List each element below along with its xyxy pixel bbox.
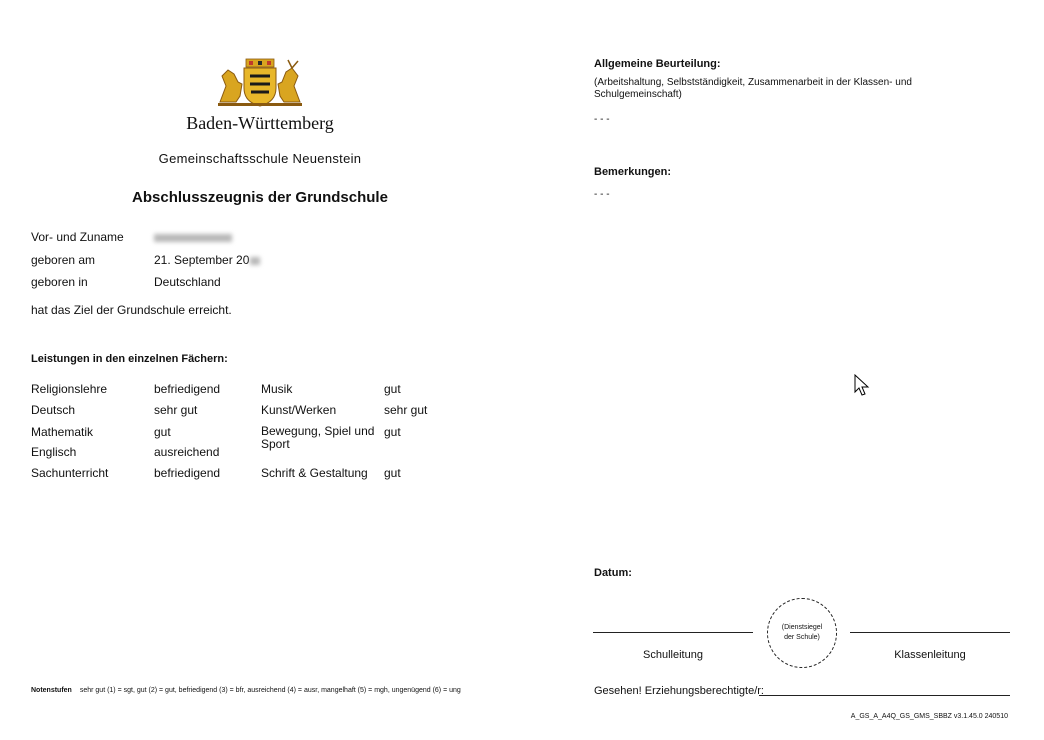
- guardian-signature-line: [759, 695, 1010, 696]
- grading-scale-text: sehr gut (1) = sgt, gut (2) = gut, befriedigend (3) = bfr, ausreichend (4) = ausr, mangelhaft (5) = mgh, ungenügend (6) = ung: [79, 687, 461, 694]
- subject-name: Englisch: [31, 445, 77, 459]
- subject-name: Musik: [261, 382, 293, 396]
- birthdate-label: geboren am: [31, 253, 96, 267]
- subject-grade: gut: [154, 425, 171, 439]
- subject-name: Schrift & Gestaltung: [261, 466, 368, 480]
- form-code: A_GS_A_A4Q_GS_GMS_SBBZ v3.1.45.0 240510: [850, 713, 1008, 720]
- name-label: Vor- und Zuname: [31, 230, 124, 244]
- principal-signature-line: [593, 632, 753, 633]
- class-teacher-signature-line: [850, 632, 1010, 633]
- birthplace-value: Deutschland: [154, 275, 221, 289]
- remarks-heading: Bemerkungen:: [594, 166, 672, 178]
- subject-grade: sehr gut: [154, 403, 198, 417]
- birthdate-value: 21. September 20: [154, 253, 260, 267]
- state-coat-of-arms: [216, 56, 304, 108]
- subject-grade: befriedigend: [154, 382, 221, 396]
- subject-name: Sachunterricht: [31, 466, 109, 480]
- school-name: Gemeinschaftsschule Neuenstein: [158, 151, 362, 166]
- document-title: Abschlusszeugnis der Grundschule: [132, 189, 388, 206]
- subject-grade: gut: [384, 382, 401, 396]
- assessment-heading: Allgemeine Beurteilung:: [594, 58, 721, 70]
- goal-statement: hat das Ziel der Grundschule erreicht.: [31, 303, 232, 317]
- subject-name: Kunst/Werken: [261, 403, 337, 417]
- birthplace-label: geboren in: [31, 275, 88, 289]
- state-name: Baden-Württemberg: [186, 113, 334, 133]
- grading-scale: [31, 687, 461, 694]
- assessment-subtitle: (Arbeitshaltung, Selbstständigkeit, Zusammenarbeit in der Klassen- und Schulgemeinschaft): [594, 77, 912, 100]
- class-teacher-label: Klassenleitung: [894, 649, 966, 661]
- official-seal-placeholder: (Dienstsiegel der Schule): [767, 598, 837, 668]
- subject-name: Religionslehre: [31, 382, 108, 396]
- subject-grade: ausreichend: [154, 445, 220, 459]
- name-value-redacted: [154, 230, 232, 244]
- grades-heading: Leistungen in den einzelnen Fächern:: [31, 353, 228, 365]
- subject-grade: sehr gut: [384, 403, 428, 417]
- assessment-value: - - -: [594, 114, 610, 125]
- remarks-value: - - -: [594, 189, 610, 200]
- mouse-cursor-icon: [854, 374, 870, 398]
- date-label: Datum:: [594, 567, 632, 579]
- subject-name: Bewegung, Spiel und Sport: [261, 424, 375, 451]
- subject-grade: gut: [384, 425, 401, 439]
- guardian-label: Gesehen! Erziehungsberechtigte/r:: [594, 685, 764, 697]
- subject-grade: gut: [384, 466, 401, 480]
- grading-scale-label: Notenstufen: [31, 687, 72, 694]
- subject-grade: befriedigend: [154, 466, 221, 480]
- subject-name: Mathematik: [31, 425, 94, 439]
- principal-label: Schulleitung: [643, 649, 703, 661]
- subject-name: Deutsch: [31, 403, 76, 417]
